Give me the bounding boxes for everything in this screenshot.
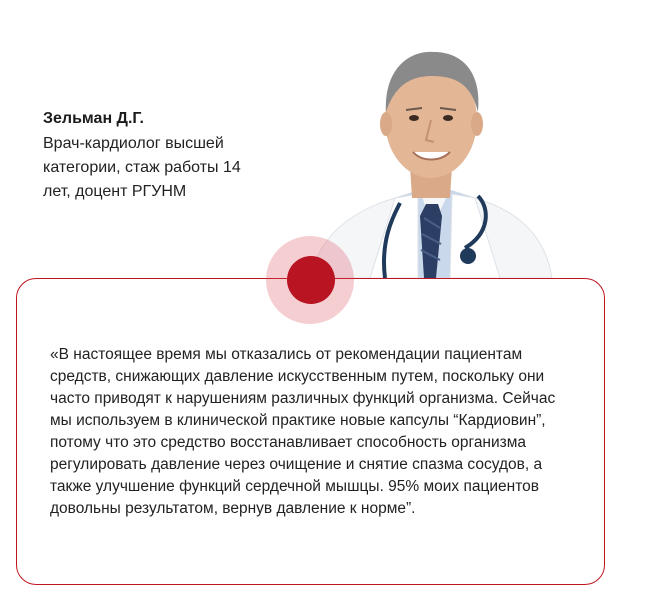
author-description: Врач-кардиолог высшей категории, стаж работы 14 лет, доцент РГУНМ	[43, 135, 241, 200]
red-dot-icon	[287, 256, 335, 304]
author-info	[43, 108, 283, 204]
doctor-photo	[300, 28, 560, 278]
quote-text: «В настоящее время мы отказались от рекомендации пациентам средств, снижающих давление искусственным путем, поскольку они часто приводят к нарушениям различных функций организма. Сейчас мы используем в клинической практике новые капсулы “Кардиовин”, потому что это средство восстанавливает способность организма регулировать давление через очищение и снятие спазма сосудов, а также улучшение функций сердечной мышцы. 95% моих пациентов довольны результатом, вернув давление к норме”.	[50, 346, 556, 517]
author-name: Зельман Д.Г.	[43, 110, 144, 127]
